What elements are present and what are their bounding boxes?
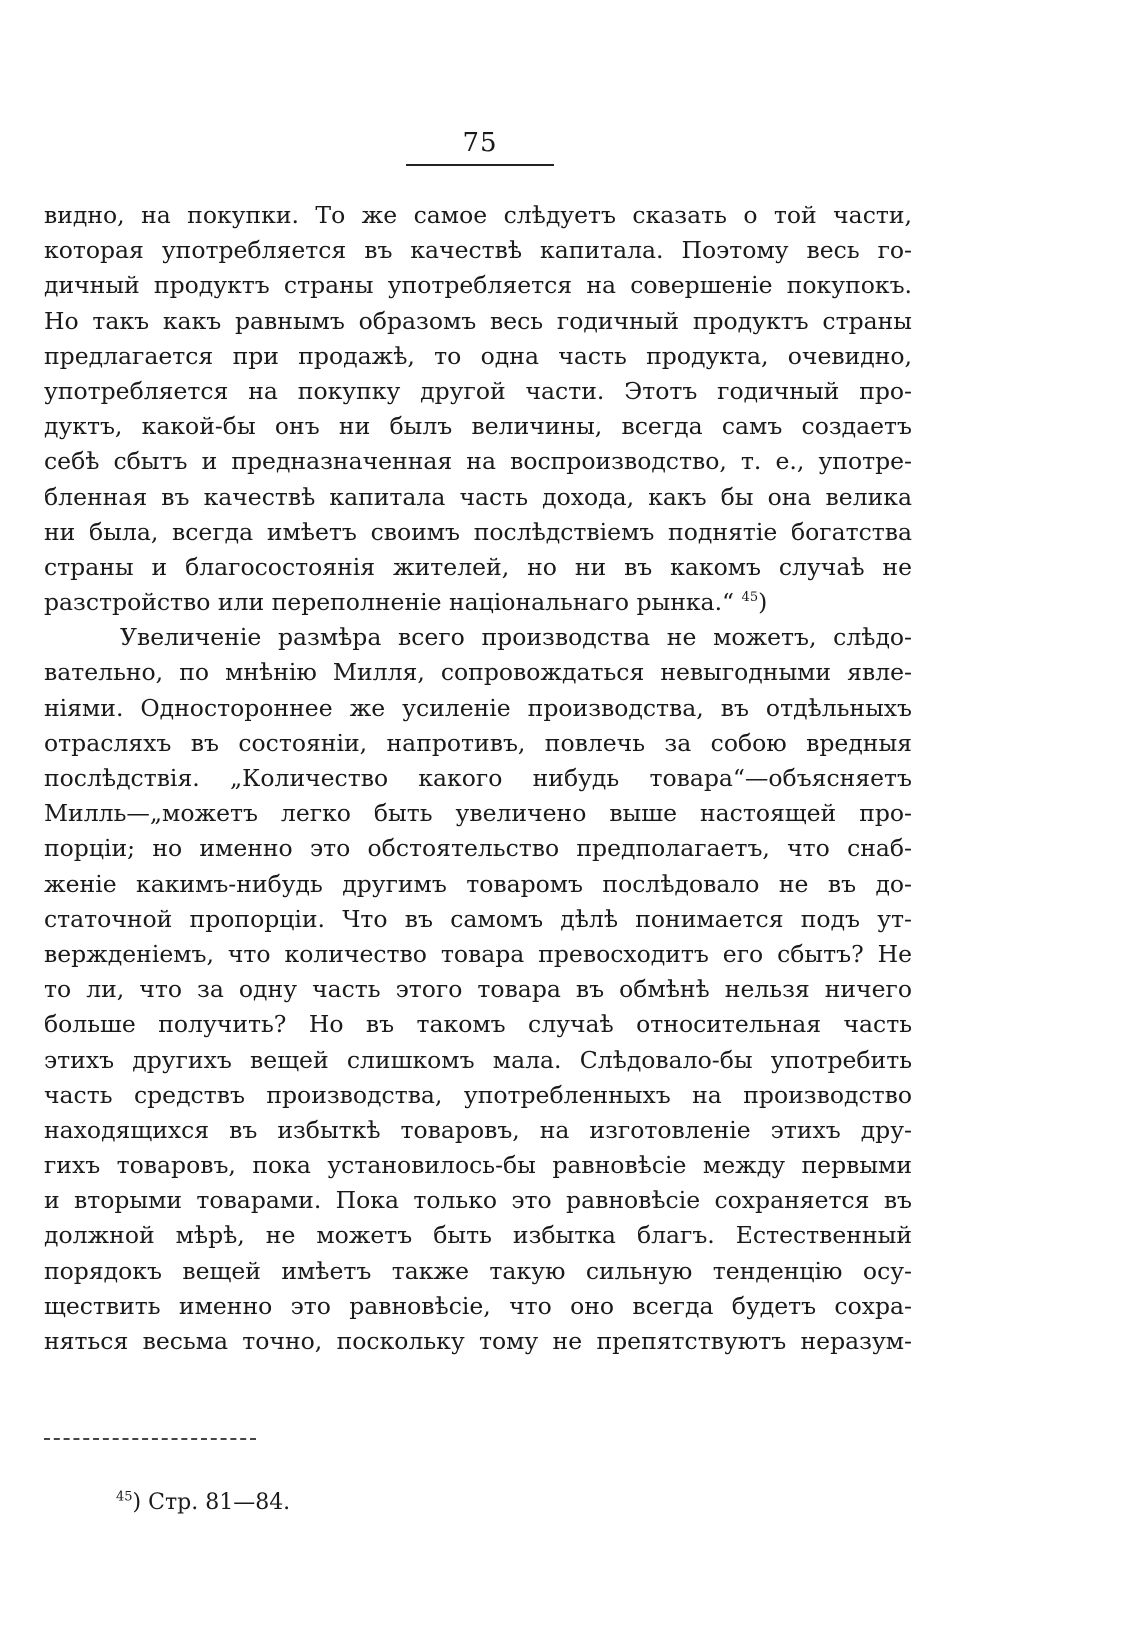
text-line: находящихся въ избыткѣ товаровъ, на изготовленіе этихъ дру- bbox=[44, 1115, 912, 1144]
text-line: Милль—„можетъ легко быть увеличено выше настоящей про- bbox=[44, 799, 912, 828]
page-number: 75 bbox=[462, 128, 498, 158]
footnote-ref: 45 bbox=[741, 590, 759, 606]
closing-text: разстройство или переполненіе національнаго рынка.“ bbox=[44, 588, 735, 617]
footnote-number: 45 bbox=[116, 1489, 133, 1505]
text-line: часть средствъ производства, употребленныхъ на производство bbox=[44, 1080, 912, 1109]
closing-paren: ) bbox=[758, 588, 768, 617]
text-line: женіе какимъ-нибудь другимъ товаромъ послѣдовало не въ до- bbox=[44, 869, 912, 898]
quote-closing-line bbox=[44, 585, 912, 620]
text-line: послѣдствія. „Количество какого нибудь товара“—объясняетъ bbox=[44, 764, 912, 792]
text-line: дичный продуктъ страны употребляется на совершеніе покупокъ. bbox=[44, 271, 912, 300]
text-line: статочной пропорціи. Что въ самомъ дѣлѣ понимается подъ ут- bbox=[44, 904, 912, 933]
text-line: порціи; но именно это обстоятельство предполагаетъ, что снаб- bbox=[44, 834, 912, 863]
text-line: себѣ сбытъ и предназначенная на воспроизводство, т. е., употре- bbox=[44, 447, 912, 476]
text-line: дуктъ, какой-бы онъ ни былъ величины, всегда самъ создаетъ bbox=[44, 412, 912, 441]
text-line: порядокъ вещей имѣетъ также такую сильную тенденцію осу- bbox=[44, 1256, 912, 1285]
text-line: больше получить? Но въ такомъ случаѣ относительная часть bbox=[44, 1010, 912, 1039]
text-line: вательно, по мнѣнію Милля, сопровождаться невыгодными явле- bbox=[44, 658, 912, 687]
text-line: этихъ другихъ вещей слишкомъ мала. Слѣдовало-бы употребить bbox=[44, 1045, 912, 1074]
text-line: вержденіемъ, что количество товара превосходитъ его сбытъ? Не bbox=[44, 939, 912, 968]
text-line: отрасляхъ въ состояніи, напротивъ, повлечь за собою вредныя bbox=[44, 728, 912, 757]
text-line: гихъ товаровъ, пока установилось-бы равновѣсіе между первыми bbox=[44, 1151, 912, 1180]
text-line: предлагается при продажѣ, то одна часть продукта, очевидно, bbox=[44, 341, 912, 370]
footnote bbox=[116, 1488, 290, 1518]
text-line: то ли, что за одну часть этого товара въ обмѣнѣ нельзя ничего bbox=[44, 975, 912, 1004]
text-line: которая употребляется въ качествѣ капитала. Поэтому весь го- bbox=[44, 236, 912, 265]
text-line: ніями. Одностороннее же усиленіе производства, въ отдѣльныхъ bbox=[44, 693, 912, 722]
text-line: видно, на покупки. То же самое слѣдуетъ сказать о той части, bbox=[44, 201, 912, 229]
text-line: няться весьма точно, поскольку тому не препятствуютъ неразум- bbox=[44, 1327, 912, 1355]
text-line: бленная въ качествѣ капитала часть дохода, какъ бы она велика bbox=[44, 482, 912, 511]
text-line: страны и благосостоянія жителей, но ни въ какомъ случаѣ не bbox=[44, 552, 912, 581]
body-text bbox=[44, 198, 912, 1359]
footnote-rule bbox=[44, 1438, 256, 1440]
text-line: и вторыми товарами. Пока только это равновѣсіе сохраняется въ bbox=[44, 1186, 912, 1215]
header-rule bbox=[406, 164, 554, 166]
text-line: должной мѣрѣ, не можетъ быть избытка благъ. Естественный bbox=[44, 1221, 912, 1250]
text-line: ни была, всегда имѣетъ своимъ послѣдствіемъ поднятіе богатства bbox=[44, 517, 912, 546]
footnote-text: ) Стр. 81—84. bbox=[132, 1490, 291, 1515]
text-line: ществить именно это равновѣсіе, что оно всегда будетъ сохра- bbox=[44, 1291, 912, 1320]
paragraph-first-line: Увеличеніе размѣра всего производства не можетъ, слѣдо- bbox=[120, 623, 912, 652]
text-line: употребляется на покупку другой части. Этотъ годичный про- bbox=[44, 376, 912, 405]
text-line: Но такъ какъ равнымъ образомъ весь годичный продуктъ страны bbox=[44, 306, 912, 335]
